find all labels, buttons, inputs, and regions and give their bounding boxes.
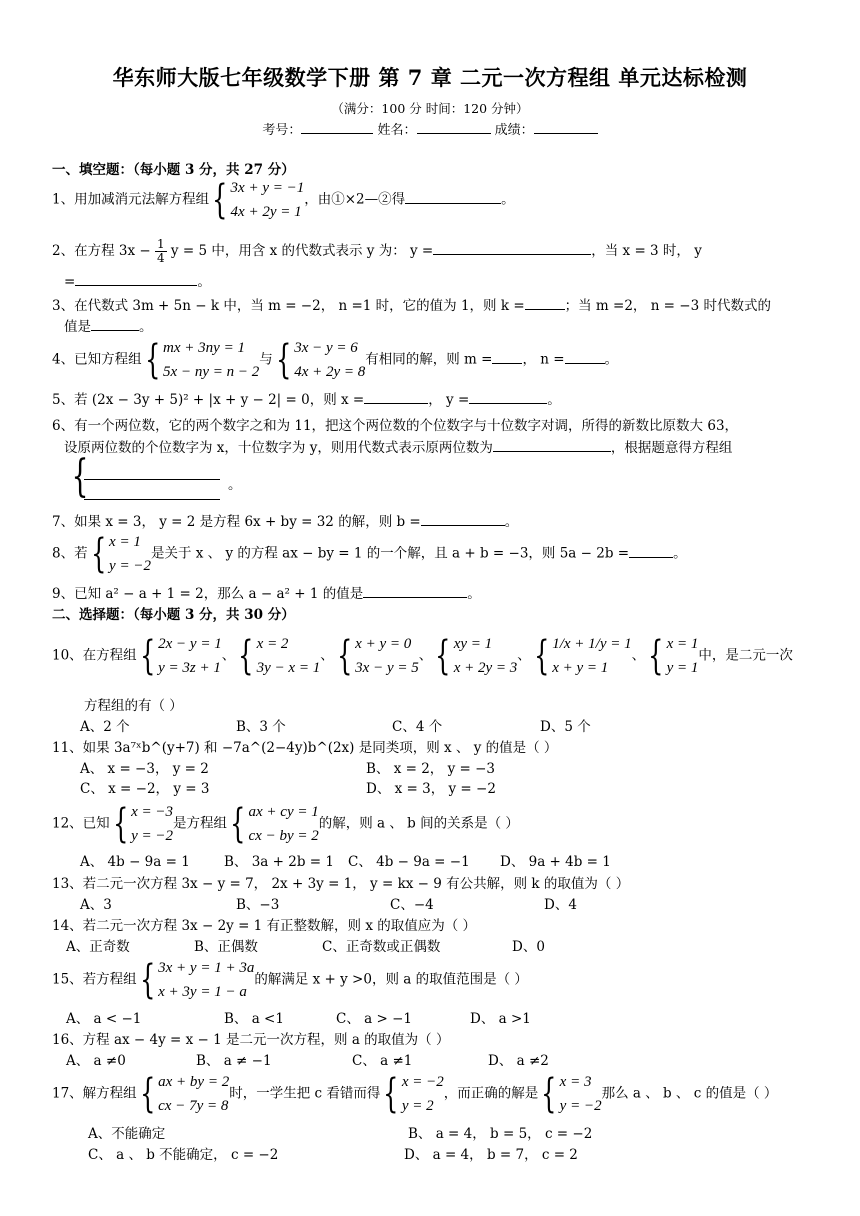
q2-blank-2[interactable]	[75, 273, 197, 286]
q9-blank[interactable]	[363, 585, 467, 598]
q13-option-a[interactable]: A、3	[80, 897, 112, 913]
q16: 16、方程 ax − 4y = x − 1 是二元一次方程，则 a 的取值为（ ）	[52, 1032, 450, 1048]
q14: 14、若二元一次方程 3x − 2y = 1 有正整数解，则 x 的取值应为（ ）	[52, 918, 477, 934]
q13: 13、若二元一次方程 3x − y = 7， 2x + 3y = 1， y = kx − 9 有公共解，则 k 的取值为（ ）	[52, 876, 630, 892]
q10-option-a[interactable]: A、2 个	[80, 719, 130, 735]
q1-blank[interactable]	[405, 191, 501, 204]
q2-fraction: $\frac{1}{4}$	[156, 237, 165, 265]
q15-option-b[interactable]: B、 a <1	[224, 1011, 284, 1027]
q6-line2: 设原两位数的个位数字为 x，十位数字为 y，则用代数式表示原两位数为 ，根据题意得方程组	[64, 440, 733, 456]
q17-option-a[interactable]: A、不能确定	[88, 1126, 166, 1142]
q7-blank[interactable]	[421, 513, 505, 526]
score-label: 成绩：	[494, 123, 534, 138]
kaohao-blank[interactable]	[301, 121, 373, 134]
q5-blank-y[interactable]	[469, 391, 547, 404]
q17-option-d[interactable]: D、 a = 4， b = 7， c = 2	[404, 1147, 578, 1163]
q13-option-d[interactable]: D、4	[544, 897, 577, 913]
q11-option-a[interactable]: A、 x = −3， y = 2	[80, 761, 209, 777]
q14-option-b[interactable]: B、正偶数	[194, 939, 258, 955]
q6-line1: 6、有一个两位数，它的两个数字之和为 11，把这个两位数的个位数字与十位数字对调，所得的新数比原数大 63，	[52, 418, 739, 434]
name-blank[interactable]	[417, 121, 491, 134]
subtitle: （满分：100 分 时间：120 分钟）	[331, 101, 529, 116]
q17: 17、解方程组 { ax + by = 2 cx − 7y = 8 时，一学生把 c 看错而得 { x = −2 y = 2 ，而正确的解是 { x = 3 y = −2 那么 a 、 b 、 c 的值是（ ）	[52, 1071, 778, 1117]
q13-option-b[interactable]: B、−3	[236, 897, 280, 913]
section-choice: 二、选择题：（每小题 3 分，共 30 分）	[52, 607, 295, 623]
q4-blank-n[interactable]	[565, 351, 605, 364]
q10-option-c[interactable]: C、4 个	[392, 719, 443, 735]
q12-option-d[interactable]: D、 9a + 4b = 1	[500, 854, 611, 870]
q10-option-d[interactable]: D、5 个	[540, 719, 591, 735]
q2-blank-1[interactable]	[433, 242, 591, 255]
name-label: 姓名：	[377, 123, 417, 138]
q9: 9、已知 a² − a + 1 = 2，那么 a − a² + 1 的值是 。	[52, 586, 481, 602]
q4-blank-m[interactable]	[492, 351, 522, 364]
q2-line1: 2、在方程 3x − $\frac{1}{4}$ y = 5 中，用含 x 的代数式表示 y 为： y = ，当 x = 3 时， y	[52, 237, 702, 265]
q10: 10、在方程组 { 2x − y = 1 y = 3z + 1 、 { x = 2 3y − x = 1 、 { x + y = 0 3x − y = 5 、 { xy = 1 x + 2y = 3 、 { 1/x + 1/y = 1 x + y = 1 、 { x = 1 y = 1 中，是二元一次	[52, 633, 793, 679]
q17-option-c[interactable]: C、 a 、 b 不能确定， c = −2	[88, 1147, 279, 1163]
q14-option-d[interactable]: D、0	[512, 939, 545, 955]
q2-line2: = 。	[64, 274, 211, 290]
q6-system: { 。	[71, 451, 242, 502]
score-blank[interactable]	[534, 121, 598, 134]
q8-blank[interactable]	[629, 545, 673, 558]
q11: 11、如果 3a⁷ˣb^(y+7) 和 −7a^(2−4y)b^(2x) 是同类项，则 x 、 y 的值是（ ）	[52, 740, 558, 756]
q5: 5、若 (2x − 3y + 5)² + |x + y − 2| = 0，则 x = ， y = 。	[52, 392, 561, 408]
q14-option-a[interactable]: A、正奇数	[66, 939, 130, 955]
q10-line2: 方程组的有（ ）	[84, 698, 183, 714]
q17-option-b[interactable]: B、 a = 4， b = 5， c = −2	[408, 1126, 593, 1142]
student-info	[0, 119, 860, 138]
q3-line1: 3、在代数式 3m + 5n − k 中，当 m = −2， n =1 时，它的值为 1，则 k = ；当 m =2， n = −3 时代数式的	[52, 298, 771, 314]
q16-option-b[interactable]: B、 a ≠ −1	[196, 1053, 272, 1069]
q1: 1、用加减消元法解方程组 { 3x + y = −1 4x + 2y = 1 ，由①×2—②得 。	[52, 177, 515, 223]
q11-option-d[interactable]: D、 x = 3， y = −2	[366, 781, 496, 797]
page-title: 华东师大版七年级数学下册 第 7 章 二元一次方程组 单元达标检测	[112, 65, 748, 90]
kaohao-label: 考号：	[262, 123, 302, 138]
q6-blank-eq1[interactable]	[84, 467, 220, 480]
q3-line2: 值是 。	[64, 319, 153, 335]
q12-option-b[interactable]: B、 3a + 2b = 1	[224, 854, 334, 870]
q12-option-c[interactable]: C、 4b − 9a = −1	[348, 854, 470, 870]
q1-system: { 3x + y = −1 4x + 2y = 1	[212, 177, 305, 223]
q12-option-a[interactable]: A、 4b − 9a = 1	[80, 854, 190, 870]
q4: 4、已知方程组 { mx + 3ny = 1 5x − ny = n − 2 与 { 3x − y = 6 4x + 2y = 8 有相同的解，则 m = ， n = 。	[52, 337, 619, 383]
q15-option-d[interactable]: D、 a >1	[470, 1011, 531, 1027]
q16-option-a[interactable]: A、 a ≠0	[66, 1053, 126, 1069]
q16-option-c[interactable]: C、 a ≠1	[352, 1053, 413, 1069]
q15: 15、若方程组 { 3x + y = 1 + 3a x + 3y = 1 − a 的解满足 x + y >0，则 a 的取值范围是（ ）	[52, 957, 528, 1003]
q11-option-b[interactable]: B、 x = 2， y = −3	[366, 761, 496, 777]
q16-option-d[interactable]: D、 a ≠2	[488, 1053, 549, 1069]
q3-blank-2[interactable]	[91, 318, 139, 331]
q12: 12、已知 { x = −3 y = −2 是方程组 { ax + cy = 1 cx − by = 2 的解，则 a 、 b 间的关系是（ ）	[52, 801, 519, 847]
q13-option-c[interactable]: C、−4	[390, 897, 434, 913]
q7: 7、如果 x = 3， y = 2 是方程 6x + by = 32 的解，则 b = 。	[52, 514, 519, 530]
q3-blank-1[interactable]	[525, 297, 565, 310]
q8: 8、若 { x = 1 y = −2 是关于 x 、 y 的方程 ax − by = 1 的一个解，且 a + b = −3，则 5a − 2b = 。	[52, 531, 687, 577]
q15-option-c[interactable]: C、 a > −1	[336, 1011, 412, 1027]
q11-option-c[interactable]: C、 x = −2， y = 3	[80, 781, 210, 797]
q6-blank-number[interactable]	[493, 439, 611, 452]
q14-option-c[interactable]: C、正奇数或正偶数	[322, 939, 441, 955]
q10-option-b[interactable]: B、3 个	[236, 719, 286, 735]
q15-option-a[interactable]: A、 a < −1	[66, 1011, 142, 1027]
section-fill-in: 一、填空题：（每小题 3 分，共 27 分）	[52, 162, 295, 178]
q5-blank-x[interactable]	[364, 391, 428, 404]
q6-blank-eq2[interactable]	[84, 487, 220, 500]
